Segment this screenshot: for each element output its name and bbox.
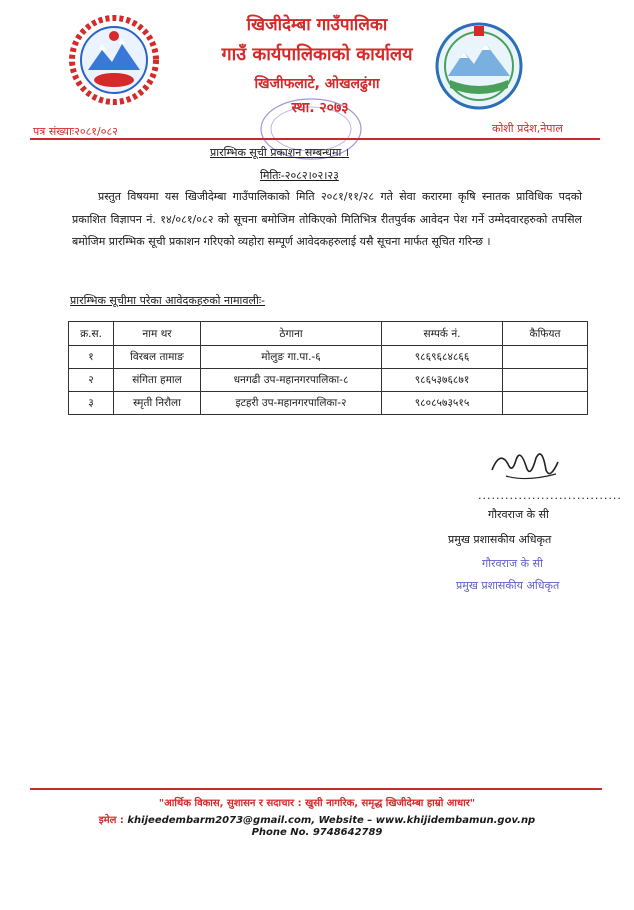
cell-remarks bbox=[503, 369, 588, 392]
signatory-title: प्रमुख प्रशासकीय अधिकृत bbox=[448, 533, 552, 546]
cell-contact: ९८०८५७३५१५ bbox=[382, 392, 503, 415]
cell-name: स्मृती निरौला bbox=[114, 392, 201, 415]
applicant-table bbox=[68, 321, 588, 415]
cell-address: धनगढी उप-महानगरपालिका-८ bbox=[201, 369, 382, 392]
table-row bbox=[69, 392, 588, 415]
footer-contact bbox=[0, 812, 634, 826]
handwritten-signature-icon bbox=[486, 440, 566, 486]
signatory-name: गौरवराज के सी bbox=[488, 508, 549, 521]
established-year: स्था. २०७३ bbox=[291, 100, 349, 116]
footer-contact-text: khijeedembarm2073@gmail.com, Website – www.khijidembamun.gov.np bbox=[127, 815, 536, 826]
email-label: इमेल : bbox=[98, 815, 124, 826]
cell-remarks bbox=[503, 392, 588, 415]
col-header-contact: सम्पर्क नं. bbox=[382, 322, 503, 346]
cell-remarks bbox=[503, 346, 588, 369]
cell-address: इटहरी उप-महानगरपालिका-२ bbox=[201, 392, 382, 415]
office-name: गाउँ कार्यपालिकाको कार्यालय bbox=[221, 44, 413, 65]
reference-number: पत्र संख्याः२०८१/०८२ bbox=[33, 125, 118, 138]
footer-divider bbox=[30, 788, 602, 790]
letter-subject: प्रारम्भिक सूची प्रकाशन सम्बन्धमा । bbox=[210, 146, 350, 159]
table-row bbox=[69, 369, 588, 392]
letter-date: मितिः-२०८२।०२।२३ bbox=[260, 169, 339, 182]
letter-body: प्रस्तुत विषयमा यस खिजीदेम्बा गाउँपालिकाको मिति २०८१/११/२८ गते सेवा करारमा कृषि स्नातक प्राविधिक पदको प्रकाशित विज्ञापन नं. १४/०८१/०८२ को सूचना बमोजिम तोकिएको मितिभित्र रीतपुर्वक आवेदन पेश गर्ने उम्मेदवारहरुको तपसिल बमोजिम प्रारम्भिक सूची प्रकाशन गरिएको व्यहोरा सम्पूर्ण आवेदकहरुलाई यसै सूचना मार्फत सूचित गरिन्छ । bbox=[72, 190, 582, 248]
cell-serial: ३ bbox=[69, 392, 114, 415]
cell-address: मोलुङ गा.पा.-६ bbox=[201, 346, 382, 369]
office-address: खिजीफलाटे, ओखलढुंगा bbox=[254, 76, 380, 92]
cell-contact: ९८६९६८४८६६ bbox=[382, 346, 503, 369]
province-label: कोशी प्रदेश,नेपाल bbox=[492, 122, 563, 135]
cell-name: विरबल तामाङ bbox=[114, 346, 201, 369]
col-header-remarks: कैफियत bbox=[503, 322, 588, 346]
seal-title: प्रमुख प्रशासकीय अधिकृत bbox=[456, 579, 560, 592]
seal-name: गौरवराज के सी bbox=[482, 557, 543, 570]
col-header-address: ठेगाना bbox=[201, 322, 382, 346]
footer-motto: "आर्थिक विकास, सुशासन र सदाचार : खुसी नागरिक, समृद्ध खिजीदेम्बा हाम्रो आधार" bbox=[158, 798, 476, 809]
header-divider bbox=[30, 138, 600, 140]
cell-contact: ९८६५३७६८७१ bbox=[382, 369, 503, 392]
col-header-name: नाम थर bbox=[114, 322, 201, 346]
organization-name: खिजीदेम्बा गाउँपालिका bbox=[246, 15, 388, 35]
table-row bbox=[69, 346, 588, 369]
applicant-list-title: प्रारम्भिक सूचीमा परेका आवेदकहरुको नामावलीः- bbox=[70, 294, 266, 307]
cell-serial: १ bbox=[69, 346, 114, 369]
signature-line: ................................ bbox=[478, 489, 622, 502]
table-header-row bbox=[69, 322, 588, 346]
col-header-serial: क्र.स. bbox=[69, 322, 114, 346]
footer-phone: Phone No. 9748642789 bbox=[251, 827, 383, 838]
cell-serial: २ bbox=[69, 369, 114, 392]
cell-name: संगिता हमाल bbox=[114, 369, 201, 392]
